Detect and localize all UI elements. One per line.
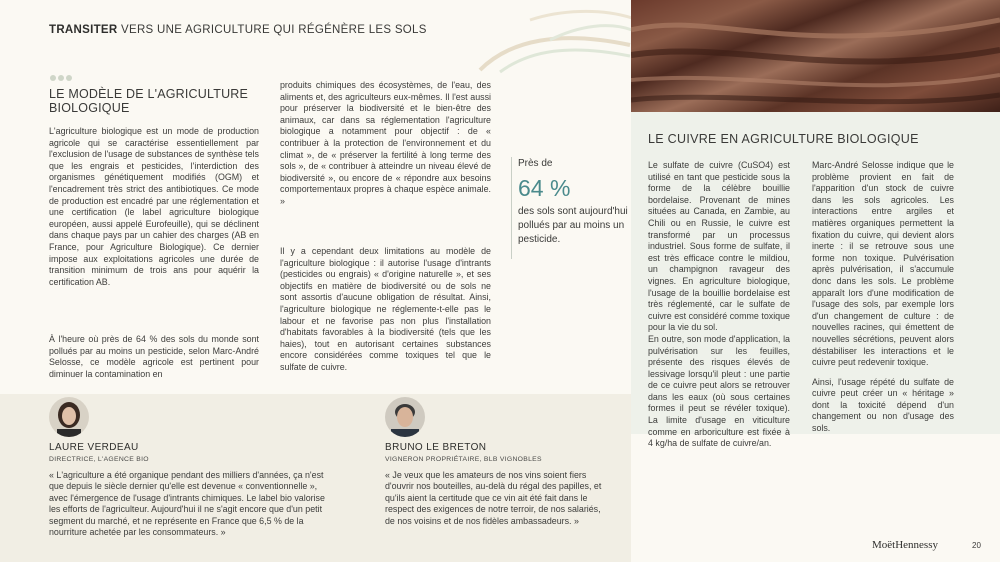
copper-paragraph-4: Ainsi, l'usage répété du sulfate de cuivre peut créer un « héritage » dont la toxicité dépend d'un changement ou non d'usage des sols. [812,376,954,434]
body-paragraph-4: Il y a cependant deux limitations au modèle de l'agriculture biologique : il autorise l'usage d'intrants (pesticides ou engrais) « d'origine naturelle », et ses objectifs en matière de biodiversité ou de sols ne sont assortis d'aucune obligation de résultat. Ainsi, l'agriculture biologique ne réglemente-t-elle pas le labour et ne favorise pas non plus l'installation d'habitats favorables à la biodiversité (tels que les haies), tout en autorisant certaines substances encore considérées comme toxiques tel que le sulfate de cuivre. [280,246,491,372]
section-title-copper: LE CUIVRE EN AGRICULTURE BIOLOGIQUE [648,132,919,146]
avatar-bruno-le-breton [385,397,425,437]
body-paragraph-2: À l'heure où près de 64 % des sols du monde sont pollués par au moins un pesticide, selon Marc-André Selosse, ce modèle agricole est pertinent pour diminuer la contamination en [49,334,259,379]
rock-photo [631,0,1000,112]
avatar-laure-verdeau [49,397,89,437]
swirl-decoration [470,0,635,75]
running-header [49,24,427,36]
copper-paragraph-3: Marc-André Selosse indique que le problème provient en fait de l'apparition d'un stock de cuivre dans les sols agricoles. Les interactions entre argiles et matières organiques permettent la fixation du cuivre, qui devient alors inerte : il se retrouve sous une forme non toxique. Pulvérisation après pulvérisation, il s'accumule donc dans les sols. Le problème apparaît lors d'une modification de l'usage des sols, par exemple lors d'un changement de culture : de nouvelles racines, qui émettent de nouvelles sécrétions, peuvent alors déstabiliser les interactions et le cuivre peut redevenir toxique. [812,160,954,368]
stat-value: 64 % [518,175,571,201]
brand-logo: MoëtHennessy [872,539,938,551]
header-rest: VERS UNE AGRICULTURE QUI RÉGÉNÈRE LES SOLS [117,24,427,36]
header-bold: TRANSITER [49,24,118,36]
stat-pre: Près de [518,158,553,169]
stat-post: des sols sont aujourd'hui pollués par au moins un pesticide. [518,206,628,245]
stat-callout [511,157,628,259]
section-dots [50,68,74,86]
quote-name-2: BRUNO LE BRETON [385,442,487,453]
copper-column-2 [812,160,954,435]
copper-paragraph-2: En outre, son mode d'application, la pulvérisation sur les feuilles, présente des risques élevés de lessivage lorsqu'il pleut : une partie de ce cuivre peut alors se retrouver dans les eaux (où sous certaines formes il peut se révéler toxique). La limite d'usage en viticulture comme en arboriculture est fixée à 4 kg/ha de sulfate de cuivre/an. [648,333,790,449]
quote-text-2: « Je veux que les amateurs de nos vins soient fiers d'ouvrir nos bouteilles, au-delà du régal des papilles, et qu'ils aient la certitude que ce vin ait été fait dans le respect des exigences de notre terroir, de nos salariés, de nos voisins et de nos fidèles ambassadeurs. » [385,470,602,526]
quote-name-1: LAURE VERDEAU [49,442,139,453]
quote-text-1: « L'agriculture a été organique pendant des milliers d'années, ça n'est que depuis le siècle dernier qu'elle est devenue « conventionnelle », avec l'émergence de l'usage d'intrants chimiques. Le label bio valorise les efforts de l'agriculteur. Aujourd'hui il ne s'agit encore que d'un petit segment du marché, et ne représente en France que 6,5 % de la nourriture achetée par les consommateurs. » [49,470,325,538]
quote-role-2: VIGNERON PROPRIÉTAIRE, BLB VIGNOBLES [385,456,542,463]
copper-column-1 [648,160,790,450]
quote-role-1: DIRECTRICE, L'AGENCE BIO [49,456,149,463]
copper-paragraph-1: Le sulfate de cuivre (CuSO4) est utilisé en tant que pesticide sous la forme de la célèbre bouillie bordelaise. Provenant de mines situées au Canada, en Zambie, au Chili ou en Russie, le cuivre est transformé par un processus industriel. Sous forme de sulfate, il est très efficace contre le mildiou, un champignon ravageur des vignes. En agriculture biologique, l'usage de la bouillie bordelaise est très réglementé, car le sulfate de cuivre est considéré comme toxique pour la vie du sol. [648,160,790,333]
page-number: 20 [972,541,981,550]
body-paragraph-1: L'agriculture biologique est un mode de production agricole qui se caractérise essentiellement par l'exclusion de l'usage de substances de synthèse tels que les engrais et pesticides, l'interdiction des organismes génétiquement modifiés (OGM) et l'encadrement très strict des antibiotiques. Ce mode de production est encadré par une réglementation et une certification (le label agriculture biologique européen, aussi appelé Eurofeuille), qui se déclinent dans chaque pays par un cahier des charges (AB en France, pour Agriculture Biologique). Ce dernier impose aux exploitations agricoles une durée de transition minimum de trois ans pour aquérir la certification AB. [49,126,259,287]
section-title-organic: LE MODÈLE DE L'AGRICULTURE BIOLOGIQUE [49,87,249,115]
body-paragraph-3: produits chimiques des écosystèmes, de l'eau, des aliments et, des agriculteurs eux-mêmes. Il l'est aussi pour préserver la biodiversité et le bien-être des animaux, car dans sa réglementation l'agriculture biologique a notamment pour objectif : de « contribuer à la protection de l'environnement et du climat », de « préserver la fertilité à long terme des sols », de « contribuer à atteindre un niveau élevé de biodiversité », ou encore de « répondre aux besoins comportementaux propres à chaque espèce animale. » [280,80,491,206]
